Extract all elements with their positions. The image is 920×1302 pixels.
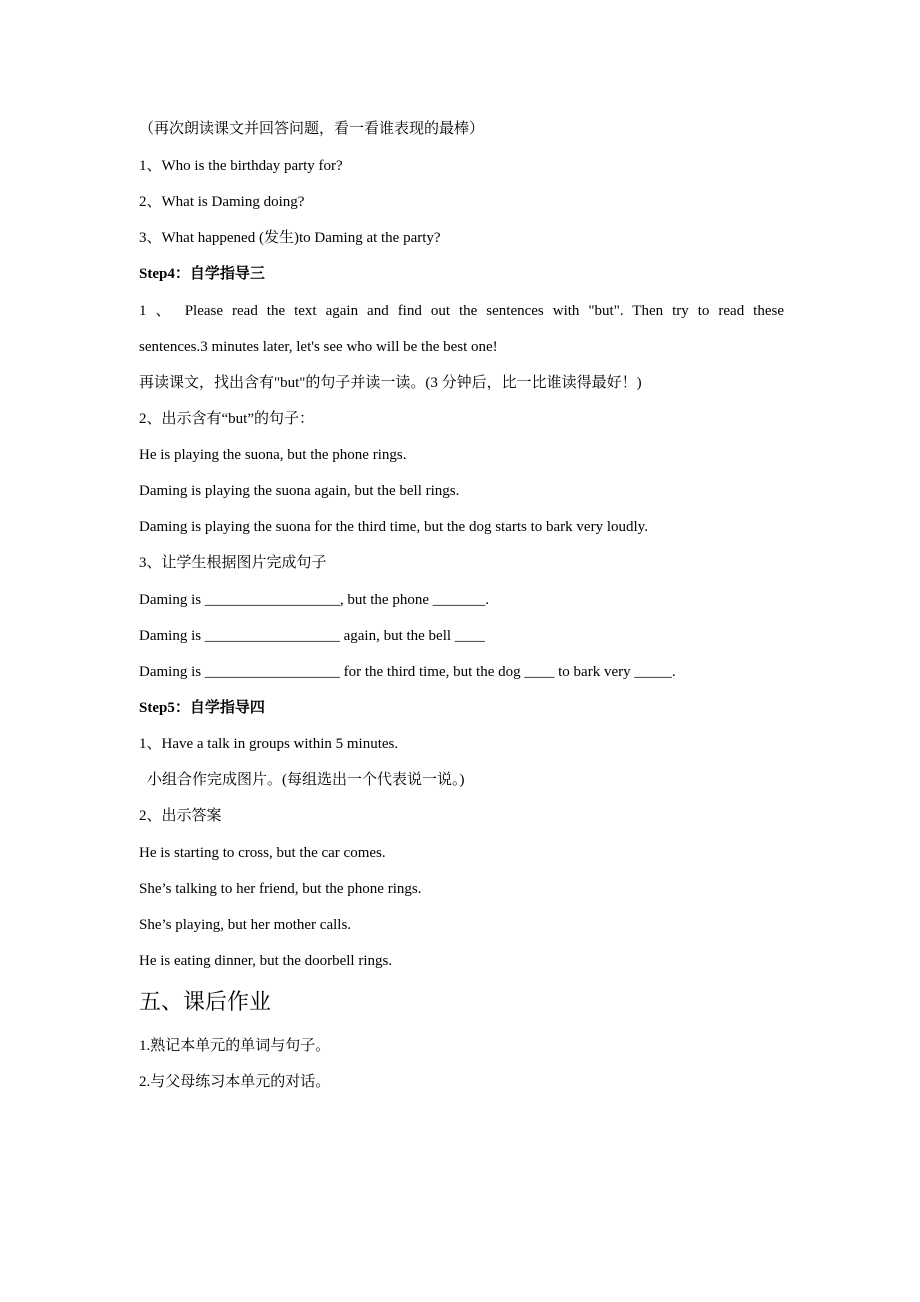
step4-title: Step4：自学指导三 <box>139 266 265 282</box>
step4-item1-line1: 1 、 Please read the text again and find out the sentences with "but". Then try to read these <box>139 303 784 319</box>
question-1: 1、Who is the birthday party for? <box>139 158 343 174</box>
step5-title: Step5：自学指导四 <box>139 700 265 716</box>
step4-item2: 2、出示含有“but”的句子： <box>139 411 314 427</box>
but-sentence-2: Daming is playing the suona again, but the bell rings. <box>139 483 460 499</box>
fill-blank-1: Daming is __________________, but the phone _______. <box>139 592 489 608</box>
answer-4: He is eating dinner, but the doorbell rings. <box>139 953 393 969</box>
fill-blank-3: Daming is __________________ for the third time, but the dog ____ to bark very _____. <box>139 664 676 680</box>
step4-item1-line2: sentences.3 minutes later, let's see who will be the best one! <box>139 339 498 355</box>
step5-item1: 1、Have a talk in groups within 5 minutes. <box>139 736 399 752</box>
step5-item1-chinese: 小组合作完成图片。(每组选出一个代表说一说。) <box>147 772 465 788</box>
intro-text: （再次朗读课文并回答问题，看一看谁表现的最棒） <box>139 121 485 137</box>
fill-blank-2: Daming is __________________ again, but the bell ____ <box>139 628 485 644</box>
but-sentence-3: Daming is playing the suona for the third time, but the dog starts to bark very loudly. <box>139 519 648 535</box>
homework-heading: 五、课后作业 <box>139 990 272 1015</box>
but-sentence-1: He is playing the suona, but the phone rings. <box>139 447 407 463</box>
question-3: 3、What happened (发生)to Daming at the party? <box>139 230 441 246</box>
step4-item3: 3、让学生根据图片完成句子 <box>139 555 327 571</box>
step4-item1-chinese: 再读课文，找出含有"but"的句子并读一读。(3 分钟后，比一比谁读得最好！) <box>139 375 642 391</box>
answer-1: He is starting to cross, but the car comes. <box>139 845 386 861</box>
answer-2: She’s talking to her friend, but the phone rings. <box>139 881 422 897</box>
homework-item-2: 2.与父母练习本单元的对话。 <box>139 1074 331 1090</box>
homework-item-1: 1.熟记本单元的单词与句子。 <box>139 1038 331 1054</box>
step5-item2: 2、出示答案 <box>139 808 222 824</box>
question-2: 2、What is Daming doing? <box>139 194 305 210</box>
answer-3: She’s playing, but her mother calls. <box>139 917 352 933</box>
